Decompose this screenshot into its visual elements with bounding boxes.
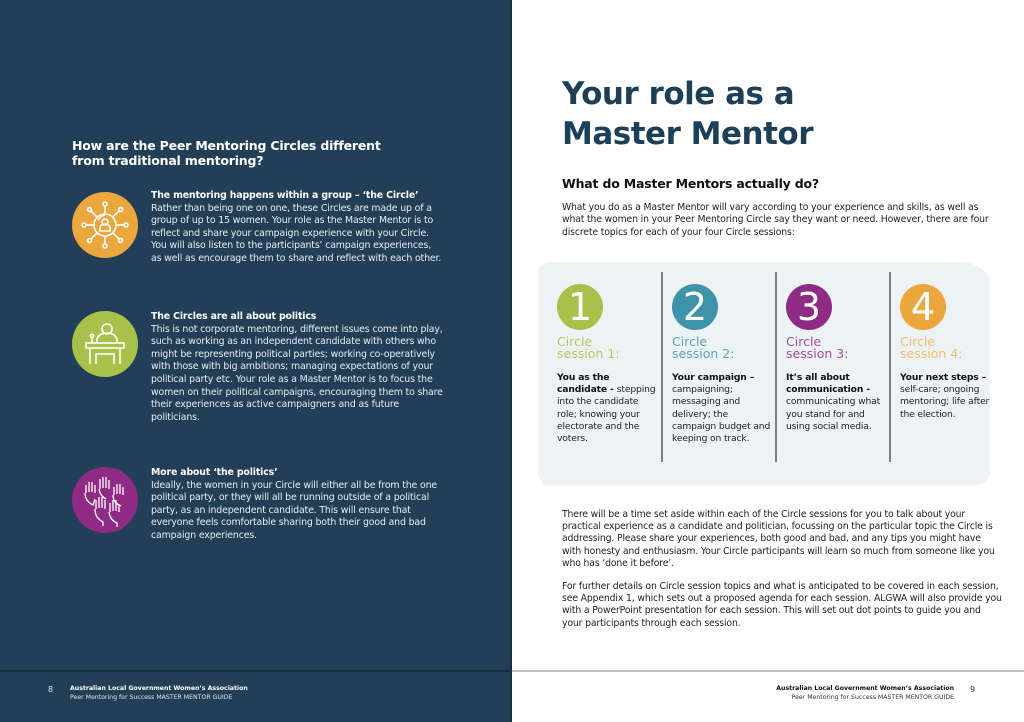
session-card [661, 272, 771, 472]
session-detail: campaigning; messaging and delivery; the campaign budget and keeping on track. [672, 384, 771, 445]
session-label-line-2: session 3: [786, 346, 849, 361]
session-label-line-1: Circle [557, 334, 593, 349]
session-description [900, 372, 1000, 421]
session-label [786, 336, 886, 360]
session-lead: Your next steps – [900, 372, 987, 383]
info-item-body: Rather than being one on one, these Circles are made up of a group of up to 15 women. Your role as the Master Mentor is to reflect and share your campaign experience with your Circle. You will also listen to the participants’ campaign experiences, as well as encourage them to share and reflect with each other. [151, 202, 442, 264]
info-item-body: Ideally, the women in your Circle will either all be from the one political party, or they will all be running outside of a political party, as an independent candidate. This will ensure that everyone feels comfortable sharing both their good and bad campaign experiences. [151, 479, 437, 541]
info-item-text [151, 311, 443, 424]
sessions-list [546, 272, 990, 472]
session-detail: self-care; ongoing mentoring; life after the election. [900, 384, 990, 420]
session-number-badge: 2 [672, 284, 718, 330]
session-label [900, 336, 1000, 360]
info-item-body: This is not corporate mentoring, different issues come into play, such as working as an independent candidate with others who might be representing political parties; working co-operatively with those with big ambitions; managing expectations of your political party etc. Your role as a Master Mentor is to focus the women on their political campaigns, encouraging them to share their experiences as active campaigners and as future politicians. [151, 323, 443, 423]
right-page [512, 0, 1024, 722]
session-label [672, 336, 772, 360]
page-title-line-2: Master Mentor [562, 116, 813, 152]
session-label-line-2: session 2: [672, 346, 735, 361]
session-lead: It’s all about communication - [786, 372, 870, 396]
page-title-line-1: Your role as a [562, 76, 795, 112]
section-heading: What do Master Mentors actually do? [562, 176, 819, 191]
session-label-line-2: session 1: [557, 346, 620, 361]
session-card [889, 272, 999, 472]
session-number-badge: 4 [900, 284, 946, 330]
info-item-title: The mentoring happens within a group – ‘the Circle’ [151, 190, 419, 201]
footer-org: Australian Local Government Women’s Association [776, 685, 954, 692]
session-card [775, 272, 885, 472]
session-label-line-1: Circle [900, 334, 936, 349]
session-detail: communicating what you stand for and using social media. [786, 396, 881, 432]
footer-divider [512, 670, 1024, 672]
footer-divider [0, 670, 510, 672]
podium-speaker-icon [72, 311, 138, 377]
info-item-text [151, 190, 443, 266]
footer-text [70, 684, 248, 702]
left-page-heading: How are the Peer Mentoring Circles different from traditional mentoring? [72, 138, 381, 168]
footer-org: Australian Local Government Women’s Association [70, 685, 248, 692]
info-item-title: More about ‘the politics’ [151, 467, 278, 478]
page-number: 8 [48, 685, 54, 694]
footer-guide: Peer Mentoring for Success MASTER MENTOR GUIDE [70, 694, 233, 701]
session-card [546, 272, 656, 472]
session-divider [775, 272, 777, 462]
footer-guide: Peer Mentoring for Success MASTER MENTOR GUIDE [791, 694, 954, 701]
session-description [672, 372, 772, 445]
session-label-line-1: Circle [672, 334, 708, 349]
session-number-badge: 3 [786, 284, 832, 330]
session-lead: You as the candidate - [557, 372, 617, 396]
session-description [557, 372, 657, 445]
session-label-line-1: Circle [786, 334, 822, 349]
info-item-title: The Circles are all about politics [151, 311, 317, 322]
session-detail: stepping into the candidate role; knowing your electorate and the voters. [557, 384, 656, 445]
session-divider [889, 272, 891, 462]
body-paragraph: There will be a time set aside within each of the Circle sessions for you to talk about your practical experience as a candidate and politician, focussing on the particular topic the Circle is addressing. Please share your experiences, both good and bad, and any tips you might have with honesty and enthusiasm. Your Circle participants will learn so much from someone like you who has ‘done it before’. [562, 509, 995, 569]
session-description [786, 372, 886, 433]
raised-hands-icon [72, 467, 138, 533]
session-label-line-2: session 4: [900, 346, 963, 361]
footer-text [776, 684, 954, 702]
session-divider [661, 272, 663, 462]
session-number-badge: 1 [557, 284, 603, 330]
intro-paragraph: What you do as a Master Mentor will vary according to your experience and skills, as well as what the women in your Peer Mentoring Circle say they want or need. However, there are four discrete topics for each of your four Circle sessions: [562, 202, 989, 238]
network-person-icon [72, 192, 138, 258]
info-item-text [151, 467, 443, 543]
page-number: 9 [970, 685, 976, 694]
body-paragraph: For further details on Circle session topics and what is anticipated to be covered in each session, see Appendix 1, which sets out a proposed agenda for each session. ALGWA will also provide you with a PowerPoint presentation for each session. This will set out dot points to guide you and your participants through each session. [562, 581, 1002, 629]
session-lead: Your campaign – [672, 372, 755, 383]
page-title [562, 74, 813, 154]
session-label [557, 336, 657, 360]
